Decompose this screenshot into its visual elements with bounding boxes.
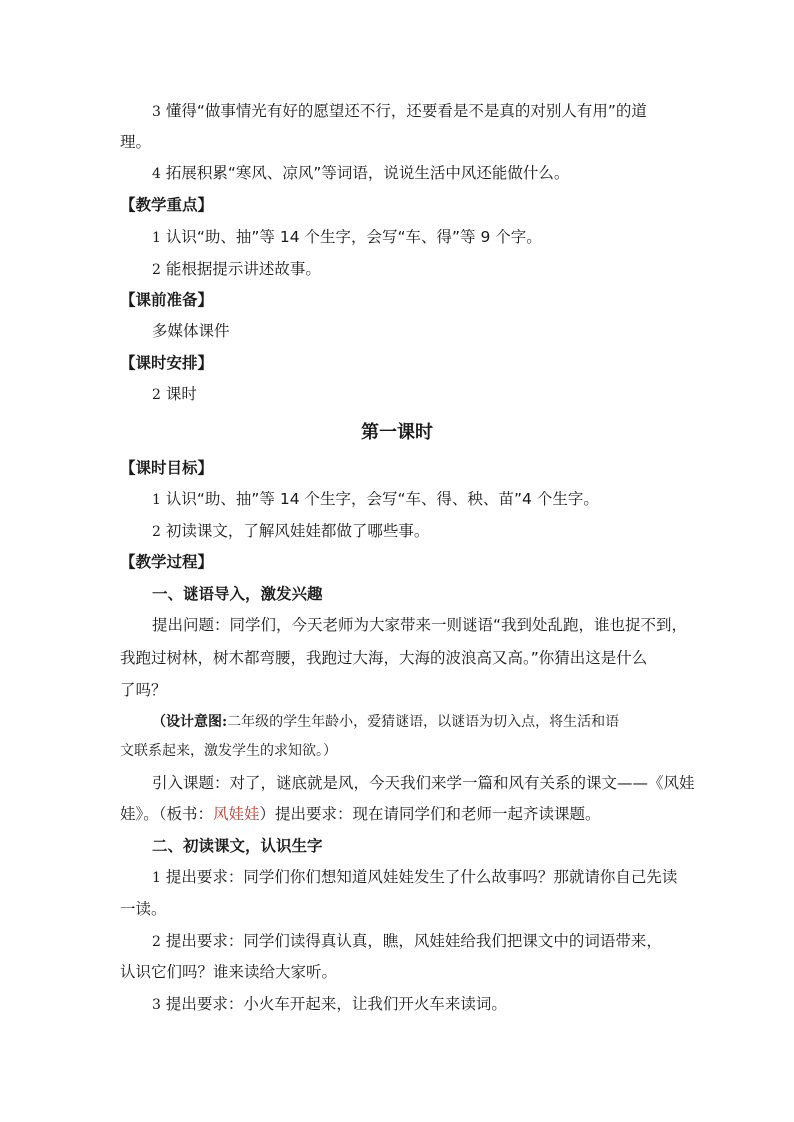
design-intent-label: （设计意图: xyxy=(152,714,228,730)
design-intent-line-1 xyxy=(152,711,732,733)
topic-para-part-b: ）提出要求：现在请同学们和老师一起齐读课题。 xyxy=(259,805,601,823)
topic-para-part-a: 娃》。（板书： xyxy=(120,805,214,823)
goal-4-number: 4 xyxy=(152,166,161,182)
lesson-goal-2 xyxy=(152,520,732,543)
process-heading: 【教学过程】 xyxy=(120,553,214,571)
step-3-text: 提出要求：小火车开起来，让我们开火车来读词。 xyxy=(165,995,507,1013)
schedule-item xyxy=(152,383,732,406)
design-intent-text: 二年级的学生年龄小，爱猜谜语，以谜语为切入点，将生活和语 xyxy=(227,714,620,730)
riddle-para-line-3: 了吗？ xyxy=(120,681,167,699)
lesson-goals-heading: 【课时目标】 xyxy=(120,459,214,477)
key-point-2-number: 2 xyxy=(152,262,161,278)
topic-para-line-1: 引入课题：对了，谜底就是风，今天我们来学一篇和风有关系的课文——《风娃 xyxy=(152,774,695,792)
schedule-heading: 【课时安排】 xyxy=(120,354,214,372)
lesson-goal-1 xyxy=(152,488,732,511)
riddle-para-line-1: 提出问题：同学们，今天老师为大家带来一则谜语“我到处乱跑，谁也捉不到， xyxy=(152,616,688,634)
key-point-2-text: 能根据提示讲述故事。 xyxy=(165,260,321,278)
design-intent-line-2: 文联系起来，激发学生的求知欲。） xyxy=(120,743,337,759)
lesson-goal-2-number: 2 xyxy=(152,524,161,540)
preparation-heading: 【课前准备】 xyxy=(120,291,214,309)
goal-3-text: 懂得“做事情光有好的愿望还不行，还要看是不是真的对别人有用”的道 xyxy=(165,102,647,120)
step-2-line-2: 认识它们吗？谁来读给大家听。 xyxy=(120,963,338,981)
schedule-text: 课时 xyxy=(165,385,197,403)
key-point-1-text: 认识“助、抽”等 14 个生字，会写“车、得”等 9 个字。 xyxy=(165,228,542,246)
step-3-number: 3 xyxy=(152,997,161,1013)
key-points-heading: 【教学重点】 xyxy=(120,196,214,214)
key-point-1 xyxy=(152,226,732,249)
board-writing-title: 风娃娃 xyxy=(213,805,260,823)
step-1-number: 1 xyxy=(152,870,161,886)
step-2-number: 2 xyxy=(152,934,161,950)
lesson-goal-1-number: 1 xyxy=(152,492,161,508)
topic-para-line-2 xyxy=(120,803,700,825)
preparation-text: 多媒体课件 xyxy=(152,322,230,340)
riddle-para-line-2: 我跑过树林，树木都弯腰，我跑过大海，大海的波浪高又高。”你猜出这是什么 xyxy=(120,649,648,667)
section-2-title: 二、初读课文，认识生字 xyxy=(152,837,323,855)
goal-3-continued: 理。 xyxy=(120,133,152,151)
step-1-text: 提出要求：同学们你们想知道风娃娃发生了什么故事吗？那就请你自己先读 xyxy=(165,868,678,886)
step-2-line-1 xyxy=(152,930,732,953)
schedule-number: 2 xyxy=(152,387,161,403)
step-1-line-2: 一读。 xyxy=(120,900,167,918)
section-1-title: 一、谜语导入，激发兴趣 xyxy=(152,585,323,603)
goal-4 xyxy=(152,162,732,185)
lesson-1-title: 第一课时 xyxy=(361,422,433,443)
goal-3-number: 3 xyxy=(152,104,161,120)
lesson-goal-2-text: 初读课文，了解风娃娃都做了哪些事。 xyxy=(165,522,430,540)
key-point-1-number: 1 xyxy=(152,230,161,246)
step-1-line-1 xyxy=(152,866,732,889)
step-2-text: 提出要求：同学们读得真认真，瞧，风娃娃给我们把课文中的词语带来， xyxy=(165,932,662,950)
step-3 xyxy=(152,993,732,1016)
goal-3 xyxy=(152,100,732,123)
key-point-2 xyxy=(152,258,732,281)
lesson-goal-1-text: 认识“助、抽”等 14 个生字，会写“车、得、秧、苗”4 个生字。 xyxy=(165,490,599,508)
goal-4-text: 拓展积累“寒风、凉风”等词语，说说生活中风还能做什么。 xyxy=(165,164,570,182)
